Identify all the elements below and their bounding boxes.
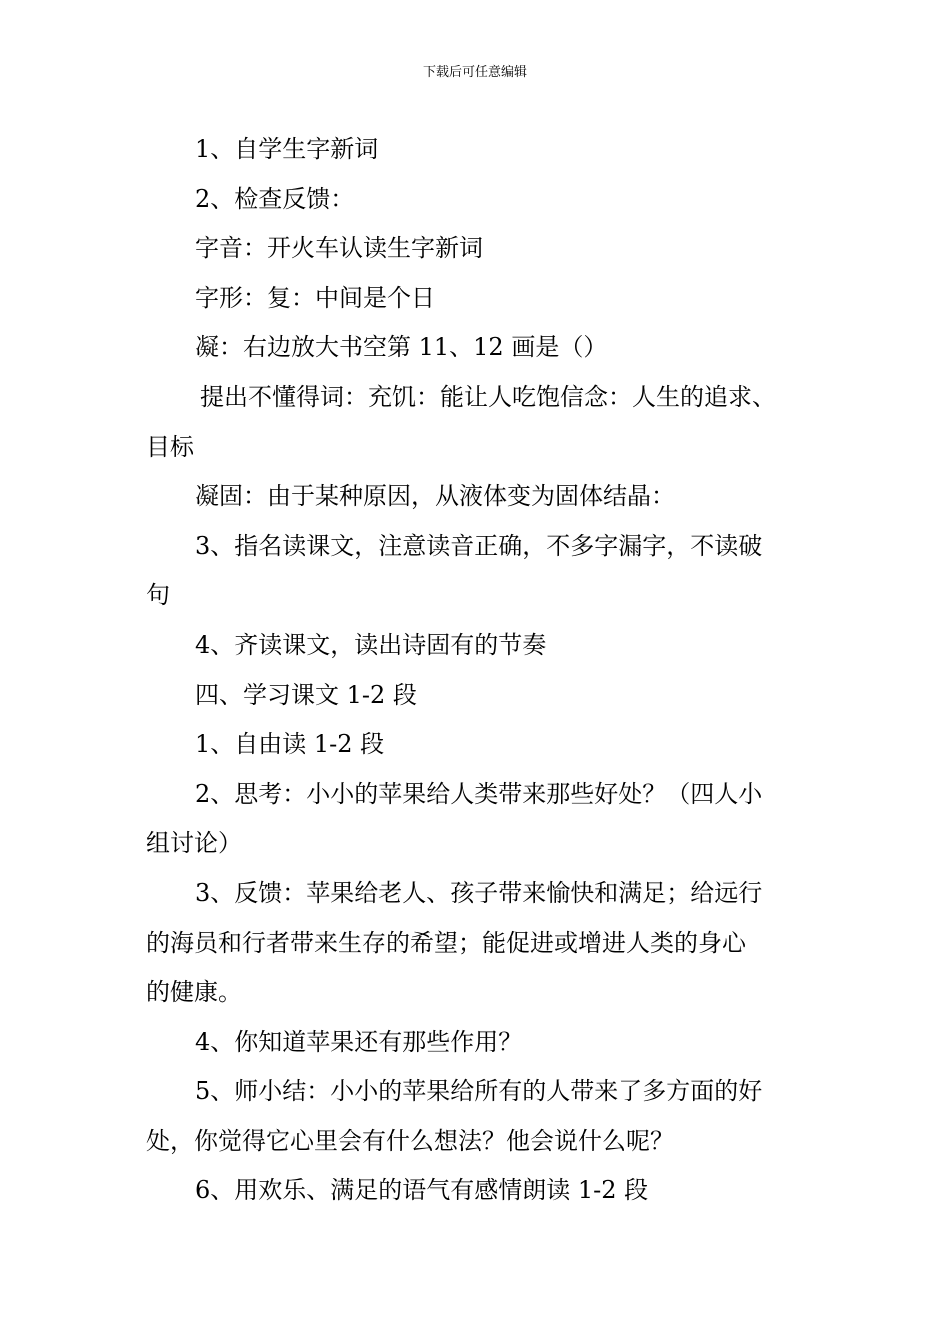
text-line-12: 四、学习课文 1-2 段 — [195, 680, 417, 709]
text-line-19: 4、你知道苹果还有那些作用？ — [195, 1027, 523, 1056]
text-line-20: 5、师小结：小小的苹果给所有的人带来了多方面的好 — [195, 1077, 763, 1106]
text-line-17: 的海员和行者带来生存的希望；能促进或增进人类的身心 — [146, 928, 746, 957]
text-line-10: 句 — [146, 581, 170, 610]
text-line-7: 目标 — [146, 432, 194, 461]
text-line-8: 凝固：由于某种原因，从液体变为固体结晶： — [195, 482, 675, 511]
text-line-9: 3、指名读课文，注意读音正确，不多字漏字，不读破 — [195, 531, 763, 560]
text-line-11: 4、齐读课文，读出诗固有的节奏 — [195, 630, 547, 659]
text-line-21: 处，你觉得它心里会有什么想法？他会说什么呢？ — [146, 1126, 674, 1155]
text-line-2: 2、检查反馈： — [195, 184, 355, 213]
text-line-6: 提出不懂得词：充饥：能让人吃饱信念：人生的追求、 — [200, 382, 776, 411]
text-line-16: 3、反馈：苹果给老人、孩子带来愉快和满足；给远行 — [195, 878, 763, 907]
text-line-5: 凝：右边放大书空第 11、12 画是（） — [195, 333, 608, 362]
text-line-3: 字音：开火车认读生字新词 — [195, 234, 483, 263]
text-line-4: 字形：复：中间是个日 — [195, 283, 435, 312]
text-line-14: 2、思考：小小的苹果给人类带来那些好处？（四人小 — [195, 779, 763, 808]
text-line-18: 的健康。 — [146, 978, 242, 1007]
text-line-15: 组讨论） — [146, 829, 242, 858]
document-body — [146, 125, 810, 1216]
text-line-22: 6、用欢乐、满足的语气有感情朗读 1-2 段 — [195, 1176, 649, 1205]
page-header: 下载后可任意编辑 — [422, 65, 527, 80]
text-line-1: 1、自学生字新词 — [195, 135, 379, 163]
text-line-13: 1、自由读 1-2 段 — [195, 730, 385, 759]
